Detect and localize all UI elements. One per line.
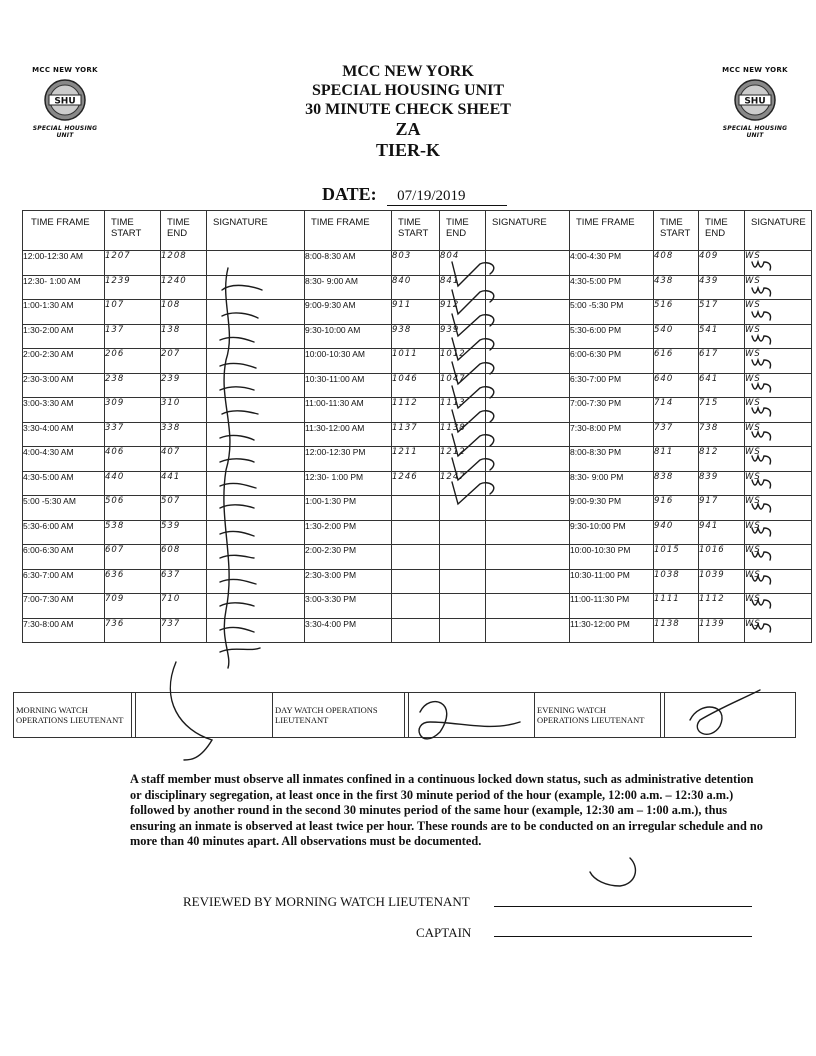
- signature-cell[interactable]: [486, 594, 570, 619]
- signature-cell[interactable]: WS: [745, 373, 812, 398]
- svg-text:SHU: SHU: [744, 96, 766, 107]
- time-frame-cell: 1:30-2:00 PM: [305, 520, 392, 545]
- col-header-time-end: TIME END: [161, 211, 207, 251]
- signature-cell[interactable]: [486, 569, 570, 594]
- logo-right-bottom-text: SPECIAL HOUSING UNIT: [722, 125, 788, 139]
- reviewed-by-label: REVIEWED BY MORNING WATCH LIEUTENANT: [183, 894, 470, 909]
- col-header-time-frame: TIME FRAME: [305, 211, 392, 251]
- signature-cell[interactable]: [207, 422, 305, 447]
- time-end-cell[interactable]: 539: [161, 520, 207, 545]
- time-frame-cell: 10:00-10:30 AM: [305, 349, 392, 374]
- shu-seal-icon: [733, 78, 777, 122]
- date-field: [322, 184, 507, 206]
- time-frame-cell: 4:30-5:00 PM: [570, 275, 654, 300]
- time-frame-cell: 9:30-10:00 AM: [305, 324, 392, 349]
- check-sheet-table: [22, 210, 812, 643]
- time-frame-cell: 6:00-6:30 AM: [23, 545, 105, 570]
- logo-right: [714, 66, 796, 139]
- time-start-cell[interactable]: 838: [654, 471, 699, 496]
- time-end-cell[interactable]: 1112: [699, 594, 745, 619]
- time-frame-cell: 7:30-8:00 AM: [23, 618, 105, 643]
- time-end-cell[interactable]: 1047: [440, 373, 486, 398]
- time-start-cell[interactable]: 1015: [654, 545, 699, 570]
- signature-cell[interactable]: WS: [745, 447, 812, 472]
- time-end-cell[interactable]: 1247: [440, 471, 486, 496]
- time-end-cell[interactable]: 1012: [440, 349, 486, 374]
- time-frame-cell: 6:30-7:00 PM: [570, 373, 654, 398]
- time-end-cell[interactable]: [440, 496, 486, 521]
- time-start-cell[interactable]: 811: [654, 447, 699, 472]
- time-frame-cell: 7:00-7:30 AM: [23, 594, 105, 619]
- signature-cell[interactable]: [207, 275, 305, 300]
- time-frame-cell: 1:00-1:30 PM: [305, 496, 392, 521]
- signature-cell[interactable]: WS: [745, 569, 812, 594]
- signature-cell[interactable]: [207, 545, 305, 570]
- time-end-cell[interactable]: [440, 545, 486, 570]
- time-end-cell[interactable]: 939: [440, 324, 486, 349]
- morning-watch-lieutenant-label: MORNING WATCH OPERATIONS LIEUTENANT: [14, 693, 132, 738]
- table-row: [23, 545, 812, 570]
- time-end-cell[interactable]: 637: [161, 569, 207, 594]
- table-row: [23, 447, 812, 472]
- signature-cell[interactable]: [207, 618, 305, 643]
- time-end-cell[interactable]: 507: [161, 496, 207, 521]
- signature-cell[interactable]: WS: [745, 496, 812, 521]
- time-frame-cell: 11:00-11:30 AM: [305, 398, 392, 423]
- time-frame-cell: 2:30-3:00 PM: [305, 569, 392, 594]
- time-frame-cell: 11:00-11:30 PM: [570, 594, 654, 619]
- signature-cell[interactable]: WS: [745, 251, 812, 276]
- time-end-cell[interactable]: 912: [440, 300, 486, 325]
- time-start-cell[interactable]: 714: [654, 398, 699, 423]
- logo-right-top-text: MCC NEW YORK: [722, 66, 788, 74]
- svg-text:SHU: SHU: [54, 96, 76, 107]
- time-start-cell[interactable]: 916: [654, 496, 699, 521]
- col-header-time-end: TIME END: [440, 211, 486, 251]
- header-line-2: SPECIAL HOUSING UNIT: [311, 82, 505, 99]
- time-frame-cell: 4:30-5:00 AM: [23, 471, 105, 496]
- signature-cell[interactable]: WS: [745, 300, 812, 325]
- signature-cell[interactable]: [486, 349, 570, 374]
- time-start-cell[interactable]: 840: [392, 275, 440, 300]
- time-end-cell[interactable]: 1208: [161, 251, 207, 276]
- evening-watch-lieutenant-label: EVENING WATCH OPERATIONS LIEUTENANT: [535, 693, 661, 738]
- time-frame-cell: 8:30- 9:00 PM: [570, 471, 654, 496]
- table-row: [23, 398, 812, 423]
- time-start-cell[interactable]: 406: [105, 447, 161, 472]
- time-start-cell[interactable]: 1246: [392, 471, 440, 496]
- col-header-signature: SIGNATURE: [486, 211, 570, 251]
- date-value: 07/19/2019: [387, 188, 507, 206]
- time-frame-cell: 8:00-8:30 AM: [305, 251, 392, 276]
- time-end-cell[interactable]: 1212: [440, 447, 486, 472]
- time-start-cell[interactable]: 1111: [654, 594, 699, 619]
- time-start-cell[interactable]: [392, 545, 440, 570]
- time-end-cell[interactable]: 409: [699, 251, 745, 276]
- time-start-cell[interactable]: 940: [654, 520, 699, 545]
- time-end-cell[interactable]: 338: [161, 422, 207, 447]
- time-start-cell[interactable]: [392, 618, 440, 643]
- col-header-time-frame: TIME FRAME: [23, 211, 105, 251]
- time-end-cell[interactable]: [440, 520, 486, 545]
- table-row: [23, 471, 812, 496]
- instructions-annotation-stroke: [590, 858, 635, 886]
- signature-cell[interactable]: [486, 496, 570, 521]
- signature-cell[interactable]: WS: [745, 594, 812, 619]
- time-end-cell[interactable]: 1240: [161, 275, 207, 300]
- signature-cell[interactable]: [207, 471, 305, 496]
- time-end-cell[interactable]: 917: [699, 496, 745, 521]
- signature-cell[interactable]: [207, 349, 305, 374]
- time-end-cell[interactable]: 407: [161, 447, 207, 472]
- table-row: [23, 496, 812, 521]
- time-frame-cell: 12:30- 1:00 PM: [305, 471, 392, 496]
- time-end-cell[interactable]: 737: [161, 618, 207, 643]
- signature-cell[interactable]: WS: [745, 324, 812, 349]
- time-start-cell[interactable]: 506: [105, 496, 161, 521]
- time-start-cell[interactable]: 938: [392, 324, 440, 349]
- time-end-cell[interactable]: 641: [699, 373, 745, 398]
- signature-cell[interactable]: [486, 447, 570, 472]
- time-frame-cell: 5:00 -5:30 AM: [23, 496, 105, 521]
- time-start-cell[interactable]: 616: [654, 349, 699, 374]
- time-frame-cell: 6:30-7:00 AM: [23, 569, 105, 594]
- time-start-cell[interactable]: 1138: [654, 618, 699, 643]
- time-frame-cell: 1:30-2:00 AM: [23, 324, 105, 349]
- time-frame-cell: 3:30-4:00 PM: [305, 618, 392, 643]
- time-frame-cell: 3:30-4:00 AM: [23, 422, 105, 447]
- time-start-cell[interactable]: 408: [654, 251, 699, 276]
- time-end-cell[interactable]: 310: [161, 398, 207, 423]
- header-unit: ZA: [395, 119, 421, 139]
- date-label: DATE:: [322, 184, 377, 204]
- time-start-cell[interactable]: 737: [654, 422, 699, 447]
- time-frame-cell: 2:30-3:00 AM: [23, 373, 105, 398]
- time-end-cell[interactable]: 108: [161, 300, 207, 325]
- table-row: [23, 520, 812, 545]
- signature-cell[interactable]: [486, 618, 570, 643]
- evening-watch-signature-field[interactable]: [665, 693, 796, 738]
- table-row: [23, 618, 812, 643]
- time-start-cell[interactable]: 1137: [392, 422, 440, 447]
- time-start-cell[interactable]: 1239: [105, 275, 161, 300]
- time-start-cell[interactable]: [392, 569, 440, 594]
- time-start-cell[interactable]: [392, 496, 440, 521]
- time-start-cell[interactable]: 709: [105, 594, 161, 619]
- header-line-3: 30 MINUTE CHECK SHEET: [305, 101, 511, 118]
- time-end-cell[interactable]: 841: [440, 275, 486, 300]
- table-row: [23, 569, 812, 594]
- col-header-time-start: TIME START: [392, 211, 440, 251]
- day-watch-signature-field[interactable]: [409, 693, 535, 738]
- signature-cell[interactable]: [207, 373, 305, 398]
- time-frame-cell: 10:00-10:30 PM: [570, 545, 654, 570]
- time-end-cell[interactable]: [440, 569, 486, 594]
- signature-cell[interactable]: WS: [745, 422, 812, 447]
- signature-cell[interactable]: [486, 520, 570, 545]
- time-end-cell[interactable]: 207: [161, 349, 207, 374]
- signature-cell[interactable]: [486, 324, 570, 349]
- time-frame-cell: 12:00-12:30 AM: [23, 251, 105, 276]
- time-frame-cell: 3:00-3:30 PM: [305, 594, 392, 619]
- signature-cell[interactable]: WS: [745, 545, 812, 570]
- time-end-cell[interactable]: 138: [161, 324, 207, 349]
- time-end-cell[interactable]: 1113: [440, 398, 486, 423]
- header-row: [23, 211, 812, 251]
- time-end-cell[interactable]: 804: [440, 251, 486, 276]
- time-start-cell[interactable]: 516: [654, 300, 699, 325]
- time-start-cell[interactable]: 607: [105, 545, 161, 570]
- time-start-cell[interactable]: 206: [105, 349, 161, 374]
- col-header-signature: SIGNATURE: [207, 211, 305, 251]
- time-end-cell[interactable]: [440, 594, 486, 619]
- morning-watch-signature-field[interactable]: [136, 693, 273, 738]
- time-end-cell[interactable]: 441: [161, 471, 207, 496]
- time-end-cell[interactable]: 715: [699, 398, 745, 423]
- signature-cell[interactable]: [486, 471, 570, 496]
- time-end-cell[interactable]: 517: [699, 300, 745, 325]
- time-frame-cell: 10:30-11:00 PM: [570, 569, 654, 594]
- time-frame-cell: 3:00-3:30 AM: [23, 398, 105, 423]
- time-frame-cell: 7:30-8:00 PM: [570, 422, 654, 447]
- time-end-cell[interactable]: 239: [161, 373, 207, 398]
- table-row: [23, 594, 812, 619]
- time-end-cell[interactable]: 439: [699, 275, 745, 300]
- time-start-cell[interactable]: 309: [105, 398, 161, 423]
- header-line-1: MCC NEW YORK: [342, 63, 474, 80]
- time-frame-cell: 12:30- 1:00 AM: [23, 275, 105, 300]
- time-start-cell[interactable]: 540: [654, 324, 699, 349]
- time-frame-cell: 11:30-12:00 AM: [305, 422, 392, 447]
- time-start-cell[interactable]: 636: [105, 569, 161, 594]
- instructions-paragraph: A staff member must observe all inmates confined in a continuous locked down status, such as administrative detention or disciplinary segregation, at least once in the first 30 minute period of the hour (example, 12:00 a.m. – 12:30 a.m.) followed by another round in the second 30 minutes period of the same hour (example, 12:30 am – 1:00 a.m.), thus ensuring an inmate is observed at least twice per hour. These rounds are to be conducted on an irregular schedule and no more than 40 minutes apart. All observations must be documented.: [130, 772, 763, 849]
- captain-label: CAPTAIN: [416, 925, 472, 940]
- time-frame-cell: 12:00-12:30 PM: [305, 447, 392, 472]
- signature-cell[interactable]: [486, 373, 570, 398]
- signature-cell[interactable]: [207, 569, 305, 594]
- time-start-cell[interactable]: 107: [105, 300, 161, 325]
- signature-cell[interactable]: [207, 447, 305, 472]
- table-row: [23, 300, 812, 325]
- logo-left: [24, 66, 106, 139]
- signature-cell[interactable]: [486, 275, 570, 300]
- time-start-cell[interactable]: 1207: [105, 251, 161, 276]
- lieutenant-signature-bar: [13, 692, 796, 738]
- signature-cell[interactable]: [207, 324, 305, 349]
- time-start-cell[interactable]: 1112: [392, 398, 440, 423]
- time-frame-cell: 1:00-1:30 AM: [23, 300, 105, 325]
- signature-cell[interactable]: WS: [745, 275, 812, 300]
- reviewed-by-signature-line[interactable]: [494, 906, 752, 907]
- time-end-cell[interactable]: [440, 618, 486, 643]
- signature-cell[interactable]: [486, 251, 570, 276]
- table-row: [23, 422, 812, 447]
- table-row: [23, 324, 812, 349]
- time-start-cell[interactable]: 137: [105, 324, 161, 349]
- logo-left-top-text: MCC NEW YORK: [32, 66, 98, 74]
- time-frame-cell: 5:00 -5:30 PM: [570, 300, 654, 325]
- signature-cell[interactable]: [207, 251, 305, 276]
- time-start-cell[interactable]: 640: [654, 373, 699, 398]
- time-end-cell[interactable]: 710: [161, 594, 207, 619]
- table-row: [23, 275, 812, 300]
- table-row: [23, 373, 812, 398]
- signature-cell[interactable]: [486, 545, 570, 570]
- signature-cell[interactable]: [207, 300, 305, 325]
- signature-cell[interactable]: [207, 594, 305, 619]
- time-start-cell[interactable]: 1038: [654, 569, 699, 594]
- time-frame-cell: 2:00-2:30 PM: [305, 545, 392, 570]
- signature-cell[interactable]: WS: [745, 471, 812, 496]
- signature-cell[interactable]: [486, 398, 570, 423]
- time-end-cell[interactable]: 608: [161, 545, 207, 570]
- signature-cell[interactable]: [486, 300, 570, 325]
- time-frame-cell: 8:00-8:30 PM: [570, 447, 654, 472]
- signature-cell[interactable]: [207, 398, 305, 423]
- time-end-cell[interactable]: 1016: [699, 545, 745, 570]
- time-frame-cell: 2:00-2:30 AM: [23, 349, 105, 374]
- col-header-time-end: TIME END: [699, 211, 745, 251]
- day-watch-lieutenant-label: DAY WATCH OPERATIONS LIEUTENANT: [273, 693, 405, 738]
- signature-cell[interactable]: WS: [745, 398, 812, 423]
- page-header: [258, 62, 558, 161]
- time-frame-cell: 10:30-11:00 AM: [305, 373, 392, 398]
- time-frame-cell: 5:30-6:00 PM: [570, 324, 654, 349]
- signature-cell[interactable]: WS: [745, 520, 812, 545]
- time-start-cell[interactable]: 1046: [392, 373, 440, 398]
- signature-cell[interactable]: [207, 520, 305, 545]
- table-row: [23, 251, 812, 276]
- time-end-cell[interactable]: 738: [699, 422, 745, 447]
- time-frame-cell: 4:00-4:30 AM: [23, 447, 105, 472]
- time-start-cell[interactable]: [392, 520, 440, 545]
- time-start-cell[interactable]: 538: [105, 520, 161, 545]
- time-start-cell[interactable]: 440: [105, 471, 161, 496]
- time-frame-cell: 7:00-7:30 PM: [570, 398, 654, 423]
- signature-cell[interactable]: [486, 422, 570, 447]
- time-start-cell[interactable]: 438: [654, 275, 699, 300]
- col-header-time-start: TIME START: [105, 211, 161, 251]
- time-start-cell[interactable]: 238: [105, 373, 161, 398]
- time-frame-cell: 4:00-4:30 PM: [570, 251, 654, 276]
- time-frame-cell: 9:30-10:00 PM: [570, 520, 654, 545]
- col-header-time-frame: TIME FRAME: [570, 211, 654, 251]
- time-end-cell[interactable]: 941: [699, 520, 745, 545]
- time-start-cell[interactable]: 911: [392, 300, 440, 325]
- col-header-signature: SIGNATURE: [745, 211, 812, 251]
- time-frame-cell: 8:30- 9:00 AM: [305, 275, 392, 300]
- time-start-cell[interactable]: 803: [392, 251, 440, 276]
- time-frame-cell: 11:30-12:00 PM: [570, 618, 654, 643]
- time-end-cell[interactable]: 617: [699, 349, 745, 374]
- header-tier: TIER-K: [375, 140, 440, 160]
- time-start-cell[interactable]: [392, 594, 440, 619]
- signature-cell[interactable]: WS: [745, 618, 812, 643]
- time-frame-cell: 6:00-6:30 PM: [570, 349, 654, 374]
- time-frame-cell: 5:30-6:00 AM: [23, 520, 105, 545]
- time-end-cell[interactable]: 1139: [699, 618, 745, 643]
- time-frame-cell: 9:00-9:30 AM: [305, 300, 392, 325]
- signature-cell[interactable]: WS: [745, 349, 812, 374]
- time-end-cell[interactable]: 1039: [699, 569, 745, 594]
- signature-cell[interactable]: [207, 496, 305, 521]
- time-end-cell[interactable]: 541: [699, 324, 745, 349]
- time-start-cell[interactable]: 337: [105, 422, 161, 447]
- time-start-cell[interactable]: 1011: [392, 349, 440, 374]
- time-start-cell[interactable]: 1211: [392, 447, 440, 472]
- logo-left-bottom-text: SPECIAL HOUSING UNIT: [32, 125, 98, 139]
- time-end-cell[interactable]: 1138: [440, 422, 486, 447]
- time-end-cell[interactable]: 839: [699, 471, 745, 496]
- shu-seal-icon: [43, 78, 87, 122]
- time-end-cell[interactable]: 812: [699, 447, 745, 472]
- time-start-cell[interactable]: 736: [105, 618, 161, 643]
- table-row: [23, 349, 812, 374]
- col-header-time-start: TIME START: [654, 211, 699, 251]
- time-frame-cell: 9:00-9:30 PM: [570, 496, 654, 521]
- captain-signature-line[interactable]: [494, 936, 752, 937]
